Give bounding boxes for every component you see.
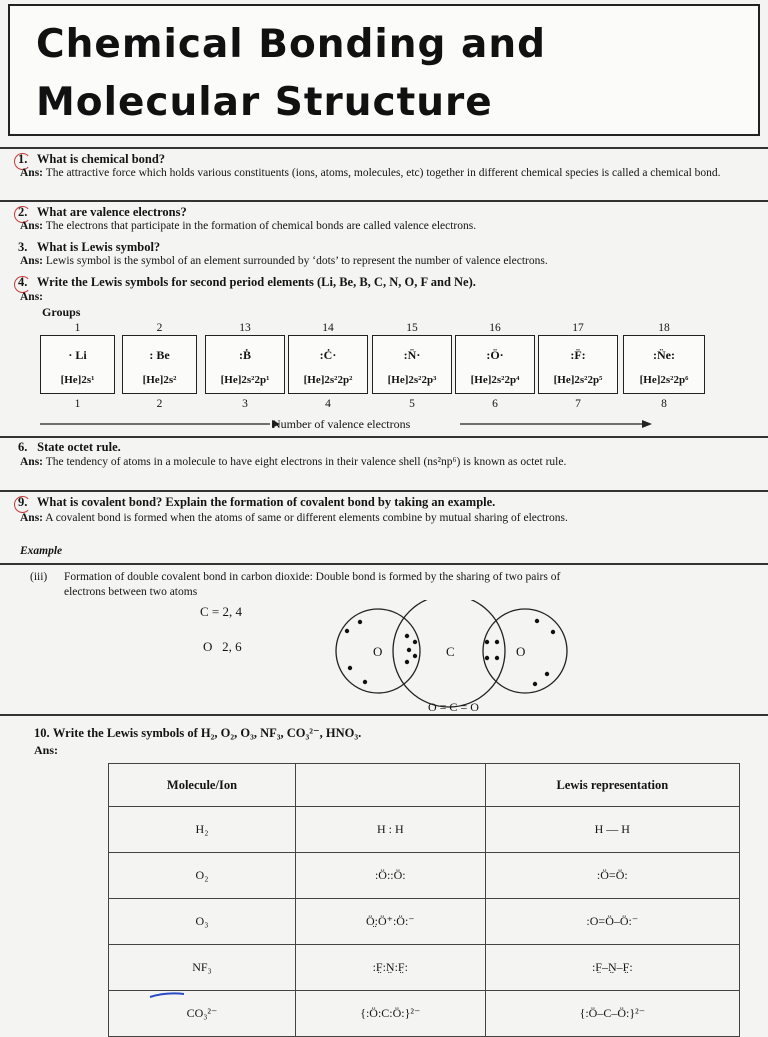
group-number: 13 — [239, 322, 251, 334]
electron-config: [He]2s²2p⁴ — [470, 374, 520, 386]
ans-label: Ans: — [20, 512, 44, 524]
co2-formula: O = C = O — [428, 700, 479, 714]
question-number: 2. — [18, 205, 28, 219]
valence-count: 8 — [661, 398, 667, 410]
cell-dot-structure: H : H — [295, 807, 485, 853]
question-number: 9. — [18, 495, 28, 509]
question-9 — [18, 495, 495, 510]
cell-dot-structure: {:Ö:C:Ö:}²⁻ — [295, 991, 485, 1037]
cell-lewis: :F̤–N̤–F̤: — [485, 945, 739, 991]
question-4 — [18, 275, 476, 290]
cell-molecule: O₃ — [109, 899, 296, 945]
cell-lewis: :Ö=Ö: — [485, 853, 739, 899]
lewis-symbol: :Ċ· — [319, 348, 337, 362]
ans-label: Ans: — [20, 220, 44, 232]
group-number: 2 — [156, 322, 163, 334]
ans-label: Ans: — [20, 167, 44, 179]
electron-config: [He]2s²2p³ — [387, 374, 437, 386]
header-lewis: Lewis representation — [485, 764, 739, 807]
electron-config: [He]2s²2p⁶ — [639, 374, 689, 386]
lewis-symbol: :Ḃ — [239, 348, 251, 362]
ans-label: Ans: — [20, 456, 44, 468]
question-text: What is covalent bond? Explain the formation of covalent bond by taking an example. — [36, 495, 496, 509]
valence-count: 1 — [74, 398, 81, 410]
title-line-1: Chemical Bonding and — [36, 22, 547, 67]
question-text: Write the Lewis symbols for second period elements (Li, Be, B, C, N, O, F and Ne). — [36, 275, 476, 289]
valence-count: 6 — [492, 398, 498, 410]
valence-count: 4 — [325, 398, 331, 410]
group-number: 14 — [322, 322, 334, 334]
table-row — [109, 853, 740, 899]
cell-dot-structure: Ö̤:Ö⁺:Ö:⁻ — [295, 899, 485, 945]
lewis-box — [205, 335, 285, 394]
electron-config: [He]2s² — [142, 374, 177, 386]
atom-o-left: O — [373, 644, 383, 659]
answer-4 — [20, 290, 742, 305]
table-row — [109, 807, 740, 853]
header-molecule: Molecule/Ion — [109, 764, 296, 807]
question-number: 3. — [18, 240, 28, 254]
cell-molecule: NF₃ — [109, 945, 296, 991]
question-number: 4. — [18, 275, 28, 289]
lewis-symbol: : Be — [149, 348, 170, 362]
c-config: C = 2, 4 — [200, 604, 243, 619]
question-3 — [18, 240, 160, 255]
question-1 — [18, 152, 165, 167]
lewis-box — [288, 335, 368, 394]
question-10 — [34, 725, 361, 741]
title-box — [8, 4, 760, 136]
lewis-table — [108, 763, 740, 1037]
ans-label: Ans: — [34, 743, 59, 757]
answer-text: The attractive force which holds various constituents (ions, atoms, molecules, etc) together in different chemical species is called a chemical bond. — [45, 167, 721, 179]
question-number: 1. — [18, 152, 28, 166]
title-line-2: Molecular Structure — [36, 80, 493, 125]
pen-underline-mark — [148, 990, 188, 1000]
lewis-symbol: :N̈e: — [653, 348, 675, 362]
question-number: 10. — [34, 726, 50, 740]
question-text: What are valence electrons? — [36, 205, 187, 219]
question-number: 6. — [18, 440, 28, 454]
cell-molecule: O₂ — [109, 853, 296, 899]
lewis-box — [623, 335, 705, 394]
valence-count: 7 — [575, 398, 581, 410]
lewis-symbol: :Ö· — [486, 348, 504, 362]
cell-dot-structure: :F̤:N̤:F̤: — [295, 945, 485, 991]
cell-dot-structure: :Ö::Ö: — [295, 853, 485, 899]
answer-1 — [20, 166, 742, 181]
answer-9 — [20, 511, 742, 526]
lewis-box — [372, 335, 452, 394]
header-dot — [295, 764, 485, 807]
group-number: 15 — [406, 322, 418, 334]
cell-lewis: {:Ö–C–Ö:}²⁻ — [485, 991, 739, 1037]
valence-count: 2 — [156, 398, 163, 410]
co2-marker: (iii) — [30, 571, 48, 583]
question-text: What is Lewis symbol? — [36, 240, 161, 254]
lewis-box — [40, 335, 115, 394]
divider — [0, 147, 768, 149]
valence-axis-label: Number of valence electrons — [272, 417, 411, 431]
table-header-row — [109, 764, 740, 807]
question-6 — [18, 440, 121, 455]
divider — [0, 563, 768, 565]
lewis-symbol: :F̈: — [570, 348, 586, 362]
divider — [0, 490, 768, 492]
table-row — [109, 991, 740, 1037]
group-number: 1 — [74, 322, 81, 334]
lewis-symbol: :N̈· — [403, 348, 421, 362]
group-number: 16 — [489, 322, 501, 334]
co2-text-line1: Formation of double covalent bond in carbon dioxide: Double bond is formed by the sharing of two pairs of — [64, 571, 561, 583]
lewis-symbol: · Li — [68, 348, 87, 362]
lewis-box — [122, 335, 197, 394]
answer-text: A covalent bond is formed when the atoms of same or different elements combine by mutual sharing of electrons. — [45, 512, 568, 524]
cell-lewis: H — H — [485, 807, 739, 853]
electron-config: [He]2s¹ — [60, 374, 95, 386]
question-text: Write the Lewis symbols of H₂, O₂, O₃, NF₃, CO₃²⁻, HNO₃. — [52, 726, 362, 740]
question-2 — [18, 205, 187, 220]
lewis-box — [455, 335, 535, 394]
group-number: 18 — [658, 322, 670, 334]
answer-6 — [20, 455, 742, 470]
lewis-box — [538, 335, 618, 394]
ans-label: Ans: — [20, 255, 44, 267]
answer-text: The tendency of atoms in a molecule to have eight electrons in their valence shell (ns²np⁶) is known as octet rule. — [45, 456, 567, 468]
cell-molecule: H₂ — [109, 807, 296, 853]
cell-molecule: CO₃²⁻ — [109, 991, 296, 1037]
question-text: What is chemical bond? — [36, 152, 166, 166]
electron-config: [He]2s²2p⁵ — [553, 374, 603, 386]
example-label: Example — [20, 545, 63, 557]
electron-config: [He]2s²2p¹ — [220, 374, 270, 386]
ans-label: Ans: — [20, 291, 44, 303]
divider — [0, 436, 768, 438]
answer-text: Lewis symbol is the symbol of an element surrounded by ‘dots’ to represent the number of valence electrons. — [45, 255, 548, 267]
table-row — [109, 899, 740, 945]
divider — [0, 714, 768, 716]
table-row — [109, 945, 740, 991]
valence-count: 5 — [409, 398, 415, 410]
question-text: State octet rule. — [37, 440, 121, 454]
atom-o-right: O — [516, 644, 526, 659]
answer-2 — [20, 219, 742, 234]
group-number: 17 — [572, 322, 584, 334]
groups-label: Groups — [42, 305, 81, 319]
o-config: O 2, 6 — [203, 639, 242, 654]
co2-text-line2: electrons between two atoms — [64, 586, 198, 598]
atom-c: C — [446, 644, 455, 659]
divider — [0, 200, 768, 202]
electron-config: [He]2s²2p² — [303, 374, 353, 386]
valence-count: 3 — [242, 398, 248, 410]
cell-lewis: :O=Ö–Ö:⁻ — [485, 899, 739, 945]
answer-text: The electrons that participate in the formation of chemical bonds are called valence electrons. — [45, 220, 477, 232]
answer-3 — [20, 254, 742, 269]
